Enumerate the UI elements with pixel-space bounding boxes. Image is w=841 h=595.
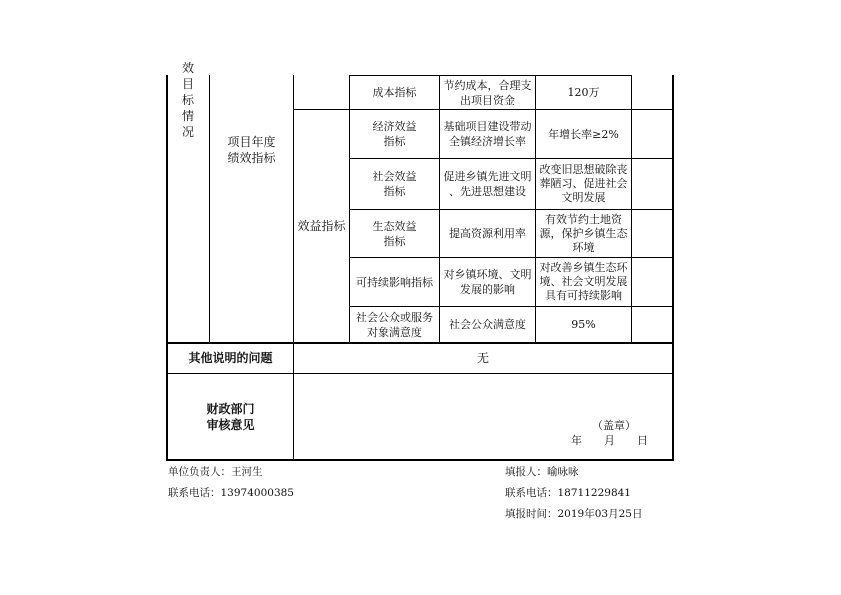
annual-indicator-label: 项目年度 绩效指标 xyxy=(227,135,276,165)
row-value: 有效节约土地资 源，保护乡镇生态 环境 xyxy=(539,212,628,254)
row-content: 基础项目建设带动 全镇经济增长率 xyxy=(443,120,532,148)
seal-text: （盖章） xyxy=(592,419,636,432)
unit-head: 单位负责人：王河生 xyxy=(168,466,263,478)
row-name: 社会公众或服务 对象满意度 xyxy=(356,310,433,339)
table-border-bottom xyxy=(166,459,674,461)
row-content: 提高资源利用率 xyxy=(449,227,526,240)
row-content: 对乡镇环境、文明 发展的影响 xyxy=(443,268,532,296)
row-value: 年增长率≥2% xyxy=(548,127,619,141)
finance-review-label: 财政部门 审核意见 xyxy=(206,401,255,432)
filler: 填报人：喻咏咏 xyxy=(505,466,579,478)
filler-phone: 联系电话：18711229841 xyxy=(505,487,631,499)
row-name: 成本指标 xyxy=(372,86,417,99)
other-issues-label: 其他说明的问题 xyxy=(188,351,273,365)
row-name: 社会效益 指标 xyxy=(372,170,417,198)
section-label: 效目标情况 xyxy=(181,61,194,139)
row-name: 生态效益 指标 xyxy=(372,219,417,248)
other-issues-value: 无 xyxy=(476,351,489,365)
row-value: 对改善乡镇生态环 境、社会文明发展 具有可持续影响 xyxy=(539,261,628,302)
benefit-indicator-label: 效益指标 xyxy=(297,218,346,233)
row-content: 促进乡镇先进文明 、先进思想建设 xyxy=(443,170,532,198)
review-date: 年 月 日 xyxy=(571,434,648,447)
row-name: 经济效益 指标 xyxy=(372,120,417,148)
unit-phone: 联系电话：13974000385 xyxy=(168,487,294,499)
row-content: 社会公众满意度 xyxy=(449,318,526,331)
row-value: 120万 xyxy=(567,86,600,99)
row-content: 节约成本，合理支 出项目资金 xyxy=(443,78,532,107)
row-name: 可持续影响指标 xyxy=(356,275,433,289)
table-border-right xyxy=(672,75,674,461)
row-value: 95% xyxy=(571,318,596,331)
fill-date: 填报时间：2019年03月25日 xyxy=(505,508,643,520)
row-value: 改变旧思想破除丧 葬陋习、促进社会 文明发展 xyxy=(539,163,628,204)
